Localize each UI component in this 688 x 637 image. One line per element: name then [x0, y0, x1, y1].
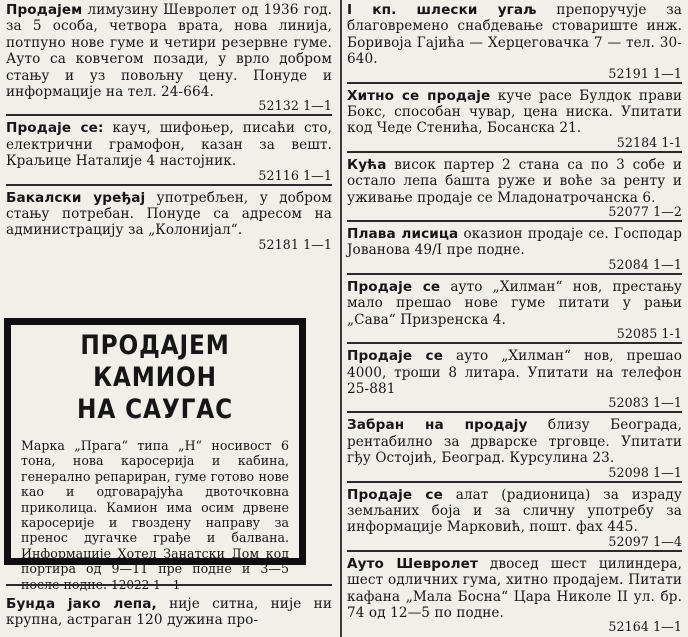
ad-divider [6, 184, 332, 186]
ad-text: лимузину Шевролет од 1936 год. за 5 особа, четвора врата, нова линија, потпуно нове гуме и четири резервне гуме. Ауто са ковчегом позади, у врло добром стању и уз повољну цену. Понуде и информације на тел. 24-664. [6, 2, 332, 101]
ad-text: близу Београда, рентабилно за дрварске трговце. Упитати гђу Остојић, Београд. Курсулина 23. [347, 417, 682, 467]
ad-code: 52132 1—1 [258, 98, 332, 114]
ad-code: 52116 1—1 [258, 167, 332, 183]
ad-text: висок партер 2 стана са по 3 собе и остало лепа башта руже и воће за ренту и уживање продаје се Младонатрочанска 6. [347, 156, 682, 206]
ad-code: 52191 1—1 [608, 65, 682, 81]
ad-lead: Бакалски уређај [6, 189, 146, 206]
right-column [347, 0, 682, 634]
ad-text: алат (радионица) за израду земљаних боја и за сличну употребу за информације Марковић, пошт. фах 445. [347, 486, 682, 536]
ad-divider [347, 342, 682, 344]
ad-lead: Забран на продају [347, 417, 528, 434]
ad-text: употребљен, у добром стању потребан. Понуде са адресом на администрацију за „Колонијал“. [6, 189, 332, 239]
classified-ad [6, 0, 332, 113]
boxed-ad-title-line-2: НА САУГАС [77, 394, 233, 425]
ad-lead: Продајем [6, 2, 83, 18]
ad-text: ауто „Хилман“ нов, прешао 4000, троши 8 литара. Упитати на телефон 25-881 [347, 348, 682, 397]
ad-divider [6, 584, 332, 586]
left-column [6, 0, 332, 252]
ad-text: оказион продаје се. Господар Јованова 49/I пре подне. [347, 226, 682, 259]
boxed-display-ad [4, 318, 306, 592]
ad-lead: Продаје се: [6, 120, 104, 137]
boxed-ad-inner [11, 325, 299, 592]
classified-ad [347, 554, 682, 635]
ad-divider [347, 550, 682, 552]
ad-lead: Ауто Шевролет [347, 555, 478, 572]
classified-ad [6, 118, 332, 182]
ad-text: препоручује за благовремено снабдевање стовариште инж. Боривоја Гајића — Херцеговачка 7 — тел. 30-640. [347, 2, 682, 68]
classified-ad [347, 485, 682, 549]
boxed-ad-body [21, 438, 289, 593]
ad-divider [347, 82, 682, 84]
ad-lead: Хитно се продаје [347, 87, 491, 104]
ad-code: 52085 1-1 [616, 326, 682, 342]
ad-code: 52164 1—1 [608, 619, 682, 635]
ad-code: 52084 1—1 [608, 256, 682, 272]
ad-text: ауто „Хилман“ нов, престању мало прешао нове гуме питати у рањи „Сава“ Призренска 4. [347, 278, 682, 328]
classified-ad [347, 86, 682, 150]
ad-divider [347, 481, 682, 483]
ad-divider [347, 273, 682, 275]
classified-ad [347, 224, 682, 272]
ad-code: 52184 1-1 [616, 134, 682, 150]
classified-ad [347, 277, 682, 341]
classified-ad-bottom [6, 594, 332, 629]
ad-text: кауч, шифоњер, писаћи сто, електрични грамофон, казан за вешт. Краљице Наталије 4 настојник. [6, 120, 332, 170]
ad-text: није ситна, није ни крупна, астраган 120 дужина про- [6, 596, 332, 629]
boxed-ad-title-line-1: ПРОДАЈЕМ КАМИОН [80, 330, 230, 393]
ad-divider [347, 411, 682, 413]
ad-code: 52181 1—1 [258, 236, 332, 252]
ad-divider [347, 151, 682, 153]
ad-lead: Продаје се [347, 348, 444, 365]
classified-ad [6, 188, 332, 252]
ad-lead: Бунда јако лепа, [6, 596, 157, 612]
classified-ad [347, 0, 682, 81]
ad-lead: Плава лисица [347, 226, 459, 243]
classified-ad [347, 346, 682, 410]
ad-lead: Продаје се [347, 278, 441, 295]
ad-code: 52077 1—2 [608, 204, 682, 220]
ad-text: куче расе Булдок прави Бокс, способан чувар, цена ниска. Упитати код Чеде Стенића, Босанска 21. [347, 87, 682, 137]
ad-text: двосед шест цилиндера, шест одличних гума, хитно продајем. Питати кафана „Мала Босна“ Цара Николе II ул. бр. 74 од 12—5 по подне. [347, 555, 683, 621]
classified-ad [347, 155, 682, 219]
ad-lead: I кп. шлески угаљ [347, 2, 537, 18]
ad-code: 52083 1—1 [608, 395, 682, 411]
ad-code: 52098 1—1 [608, 464, 682, 480]
boxed-ad-text: Марка „Прага“ типа „Н“ носивост 6 тона, нова каросерија и кабина, генерално репариран, гуме готово нове као и одговарајућа двоточковна приколица. Камион има осим дрвене каросерије и гвоздену направу за пренос дугачке грађе и балвана. Информације Хотел Занатски Дом код портира од 9—11 пре подне и 3—5 после подне. [21, 438, 289, 592]
ad-lead: Продаје се [347, 486, 443, 503]
ad-divider [6, 114, 332, 116]
ad-divider [347, 220, 682, 222]
column-rule [340, 0, 342, 637]
ad-lead: Кућа [347, 156, 387, 173]
ad-code: 52097 1—4 [608, 533, 682, 549]
boxed-ad-code: 12022 1—1 [111, 577, 181, 592]
classified-ad [347, 415, 682, 479]
